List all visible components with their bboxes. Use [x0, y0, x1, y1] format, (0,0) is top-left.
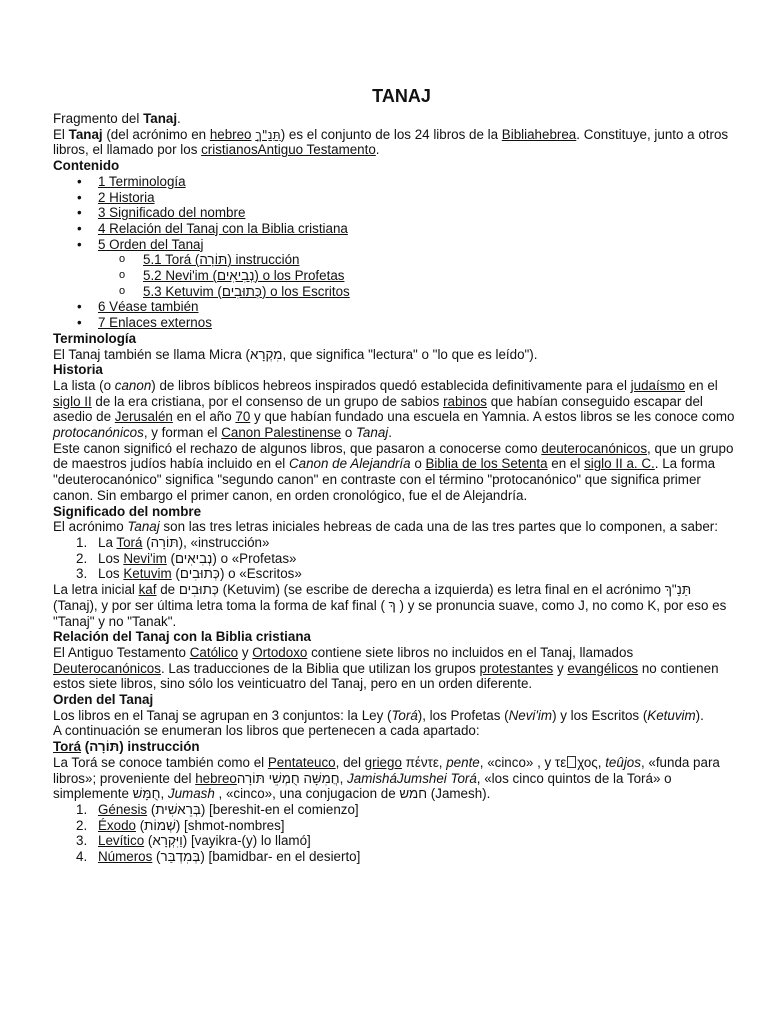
tora-books-list	[53, 802, 738, 865]
text: חֲמִשָּׁה חֻמְשֵׁי תּוֹרָה,	[236, 770, 348, 786]
text: χος,	[577, 754, 606, 770]
list-item	[53, 566, 738, 582]
text: . Las traducciones de la Biblia que utilizan los grupos	[160, 660, 480, 676]
toc-link-ketuvim[interactable]: 5.3 Ketuvim (כְּתוּבִים) o los Escritos	[143, 283, 350, 299]
toc-link-terminologia[interactable]: 1 Terminología	[98, 173, 186, 189]
list-number: 4.	[76, 849, 88, 865]
text: en el	[547, 456, 585, 472]
orden-line-2: A continuación se enumeran los libros que pertenecen a cada apartado:	[53, 723, 480, 739]
text: de כְּתוּבִים (Ketuvim) (se escribe de derecha a izquierda) es letra final en el acrónimo תַּנַ"ךְ (Tanaj), y por ser última letra toma la forma de kaf final ( ךְ ) y se pronuncia suave, como J, no como K, por eso es "Tanaj" y no "Tanak".	[53, 582, 727, 629]
text: (בְּרֵאשִׁית) [bereshit-en el comienzo]	[147, 801, 359, 817]
link-70[interactable]: 70	[235, 409, 251, 425]
toc-item	[53, 299, 738, 315]
text: ).	[695, 707, 704, 723]
text: .	[388, 425, 392, 441]
toc-item	[53, 221, 738, 237]
link-rabinos[interactable]: rabinos	[443, 393, 487, 409]
italic-text: Tanaj	[355, 425, 389, 441]
link-tanaj-hebrew[interactable]: תַּנַ"ךְ	[255, 126, 281, 142]
toc-item	[53, 315, 738, 331]
list-item	[53, 535, 738, 551]
text: (בְּמִדְבַּר) [bamidbar- en el desierto]	[152, 849, 361, 865]
text: πέντε,	[401, 754, 447, 770]
text: Los libros en el Tanaj se agrupan en 3 conjuntos: la Ley (	[53, 707, 392, 723]
link-protestantes[interactable]: protestantes	[479, 660, 554, 676]
link-neviim[interactable]: Nevi'im	[123, 550, 167, 566]
list-item	[53, 802, 738, 818]
text: (del acrónimo en	[102, 126, 210, 142]
link-hebreo-2[interactable]: hebreo	[195, 770, 237, 786]
contents-heading: Contenido	[53, 158, 120, 174]
link-tora-heading[interactable]: Torá	[53, 739, 82, 755]
italic-text: Jumash	[167, 786, 215, 802]
link-jerusalen[interactable]: Jerusalén	[114, 409, 173, 425]
link-ortodoxo[interactable]: Ortodoxo	[252, 644, 308, 660]
historia-paragraph-1	[53, 378, 738, 441]
section-heading-tora	[53, 739, 738, 755]
significado-paragraph	[53, 519, 738, 535]
italic-text: Ketuvim	[647, 707, 696, 723]
toc-link-historia[interactable]: 2 Historia	[98, 189, 155, 205]
text: que habían conseguido escapar del asedio de	[53, 393, 703, 425]
text: El Antiguo Testamento	[53, 644, 190, 660]
text: . Constituye, junto a otros libros, el llamado por los	[53, 126, 729, 158]
toc-link-orden[interactable]: 5 Orden del Tanaj	[98, 236, 204, 252]
link-evangelicos[interactable]: evangélicos	[567, 660, 639, 676]
link-biblia-hebrea[interactable]: Bibliahebrea	[501, 126, 577, 142]
toc-link-vease[interactable]: 6 Véase también	[98, 299, 199, 315]
text: (תּוֹרָה), «instrucción»	[142, 534, 270, 550]
link-siglo-ii[interactable]: siglo II	[53, 393, 92, 409]
toc-link-significado[interactable]: 3 Significado del nombre	[98, 205, 246, 221]
italic-text: Torá	[391, 707, 418, 723]
caption-text: Fragmento del	[53, 111, 144, 126]
toc-link-neviim[interactable]: 5.2 Nevi'im (נְבִיאִים) o los Profetas	[143, 268, 345, 284]
text: , que un grupo de maestros judíos había incluido en el	[53, 440, 734, 472]
link-catolico[interactable]: Católico	[189, 644, 239, 660]
text: (תּוֹרָה) instrucción	[81, 739, 200, 755]
list-item	[53, 833, 738, 849]
link-deuterocanonicos[interactable]: deuterocanónicos	[541, 440, 648, 456]
text: El acrónimo	[53, 519, 128, 535]
link-exodo[interactable]: Éxodo	[98, 817, 136, 833]
text: La lista (o	[53, 377, 115, 393]
text: Los	[98, 566, 124, 582]
text: , «los cinco quintos de la Torá» o simplemente חֻמָּשׁ,	[53, 770, 672, 802]
text: son las tres letras iniciales hebreas de cada una de las tres partes que lo componen, a saber:	[159, 519, 718, 535]
text: y	[553, 660, 568, 676]
text: .	[375, 142, 380, 158]
list-item	[53, 818, 738, 834]
text: contiene siete libros no incluidos en el Tanaj, llamados	[307, 644, 634, 660]
text: (נְבִיאִים) o «Profetas»	[166, 550, 297, 566]
kaf-paragraph	[53, 582, 738, 629]
link-ketuvim[interactable]: Ketuvim	[123, 566, 172, 582]
italic-text: protocanónicos	[53, 425, 144, 441]
link-judaismo[interactable]: judaísmo	[630, 377, 685, 393]
acronym-parts-list	[53, 535, 738, 582]
text: en el	[685, 377, 718, 393]
link-canon-palestinense[interactable]: Canon Palestinense	[221, 425, 342, 441]
text: Este canon significó el rechazo de algunos libros, que pasaron a conocerse como	[53, 440, 542, 456]
link-antiguo-testamento[interactable]: cristianosAntiguo Testamento	[201, 142, 376, 158]
text: en el año	[172, 409, 236, 425]
list-number: 2.	[76, 817, 88, 833]
text: (וַיִּקְרָא) [vayikra-(y) lo llamó]	[144, 833, 311, 849]
section-heading-relacion: Relación del Tanaj con la Biblia cristiana	[53, 629, 311, 645]
missing-glyph-icon	[567, 756, 576, 768]
caption-bold: Tanaj	[143, 111, 178, 126]
text: . La forma "deuterocanónico" significa "segundo canon" en contraste con el término "protocanónico" que significa primer canon. Sin embargo el primer canon, en orden cronológico, fue el de Alejandría.	[53, 456, 716, 503]
bold-text: Tanaj	[68, 126, 103, 142]
text: o	[341, 425, 356, 441]
orden-paragraph	[53, 708, 738, 724]
link-tora[interactable]: Torá	[116, 534, 143, 550]
caption-period: .	[177, 111, 181, 126]
intro-paragraph	[53, 127, 738, 158]
text: ) de libros bíblicos hebreos inspirados quedó establecida definitivamente para el	[151, 377, 631, 393]
text: ) es el conjunto de los 24 libros de la	[280, 126, 502, 142]
toc-subitem	[53, 268, 738, 284]
toc-link-enlaces[interactable]: 7 Enlaces externos	[98, 315, 212, 331]
list-number: 3.	[76, 833, 88, 849]
italic-text: canon	[114, 377, 152, 393]
section-heading-orden: Orden del Tanaj	[53, 692, 154, 708]
link-genesis[interactable]: Génesis	[98, 801, 148, 817]
link-deuterocanonicos-2[interactable]: Deuterocanónicos	[53, 660, 161, 676]
section-heading-historia: Historia	[53, 362, 103, 378]
text: ), los Profetas (	[417, 707, 509, 723]
text: , «funda para libros»; proveniente del	[53, 754, 720, 786]
list-number: 3.	[76, 566, 88, 582]
tora-paragraph	[53, 755, 738, 802]
list-number: 1.	[76, 534, 88, 550]
toc-link-relacion[interactable]: 4 Relación del Tanaj con la Biblia cristiana	[98, 220, 348, 236]
link-siglo-ii-ac[interactable]: siglo II a. C.	[584, 456, 655, 472]
text: , y forman el	[143, 425, 222, 441]
text: La	[98, 534, 117, 550]
toc-link-tora[interactable]: 5.1 Torá (תּוֹרָה) instrucción	[143, 252, 300, 268]
text: El	[53, 126, 69, 142]
text: , «cinco» , y τε	[479, 754, 567, 770]
text: (שְׁמוֹת) [shmot-nombres]	[135, 817, 285, 833]
text: no contienen estos siete libros, sino sólo los veinticuatro del Tanaj, pero en un orden diferente.	[53, 660, 719, 692]
text: , «cinco», una conjugacion de חמש (Jamesh).	[214, 786, 491, 802]
italic-text: Nevi'im	[508, 707, 553, 723]
link-kaf[interactable]: kaf	[138, 582, 157, 598]
text: La Torá se conoce también como el	[53, 754, 268, 770]
text: Los	[98, 550, 124, 566]
italic-text: JamisháJumshei Torá	[347, 770, 477, 786]
relacion-paragraph	[53, 645, 738, 692]
link-griego[interactable]: griego	[364, 754, 402, 770]
link-pentateuco[interactable]: Pentateuco	[267, 754, 336, 770]
toc-item	[53, 190, 738, 206]
table-of-contents	[53, 174, 738, 331]
italic-text: Tanaj	[127, 519, 160, 535]
italic-text: pente	[446, 754, 480, 770]
text: y	[238, 644, 253, 660]
text: , del	[335, 754, 365, 770]
section-heading-significado: Significado del nombre	[53, 503, 202, 519]
text: (כְּתוּבִים) o «Escritos»	[171, 566, 302, 582]
text: ) y los Escritos (	[552, 707, 648, 723]
page-title: TANAJ	[372, 86, 431, 106]
link-numeros[interactable]: Números	[98, 849, 153, 865]
link-levitico[interactable]: Levítico	[98, 833, 145, 849]
list-number: 2.	[76, 550, 88, 566]
list-number: 1.	[76, 801, 88, 817]
text: o	[410, 456, 426, 472]
historia-paragraph-2	[53, 441, 738, 504]
text: La letra inicial	[53, 582, 139, 598]
italic-text: teûjos	[605, 754, 641, 770]
toc-subitem	[53, 252, 738, 268]
toc-subitem	[53, 284, 738, 300]
terminologia-text: El Tanaj también se llama Micra (מִקְרָא, que significa "lectura" o "lo que es leído").	[53, 346, 538, 362]
toc-item	[53, 205, 738, 221]
list-item	[53, 849, 738, 865]
link-hebreo[interactable]: hebreo	[209, 126, 252, 142]
toc-item	[53, 174, 738, 190]
list-item	[53, 551, 738, 567]
text: y que habían fundado una escuela en Yamnia. A estos libros se les conoce como	[250, 409, 735, 425]
intro-caption	[53, 111, 738, 127]
toc-item	[53, 237, 738, 253]
section-heading-terminologia: Terminología	[53, 330, 137, 346]
link-biblia-setenta[interactable]: Biblia de los Setenta	[425, 456, 548, 472]
text: de la era cristiana, por el consenso de un grupo de sabios	[91, 393, 444, 409]
italic-text: Canon de Alejandría	[288, 456, 411, 472]
